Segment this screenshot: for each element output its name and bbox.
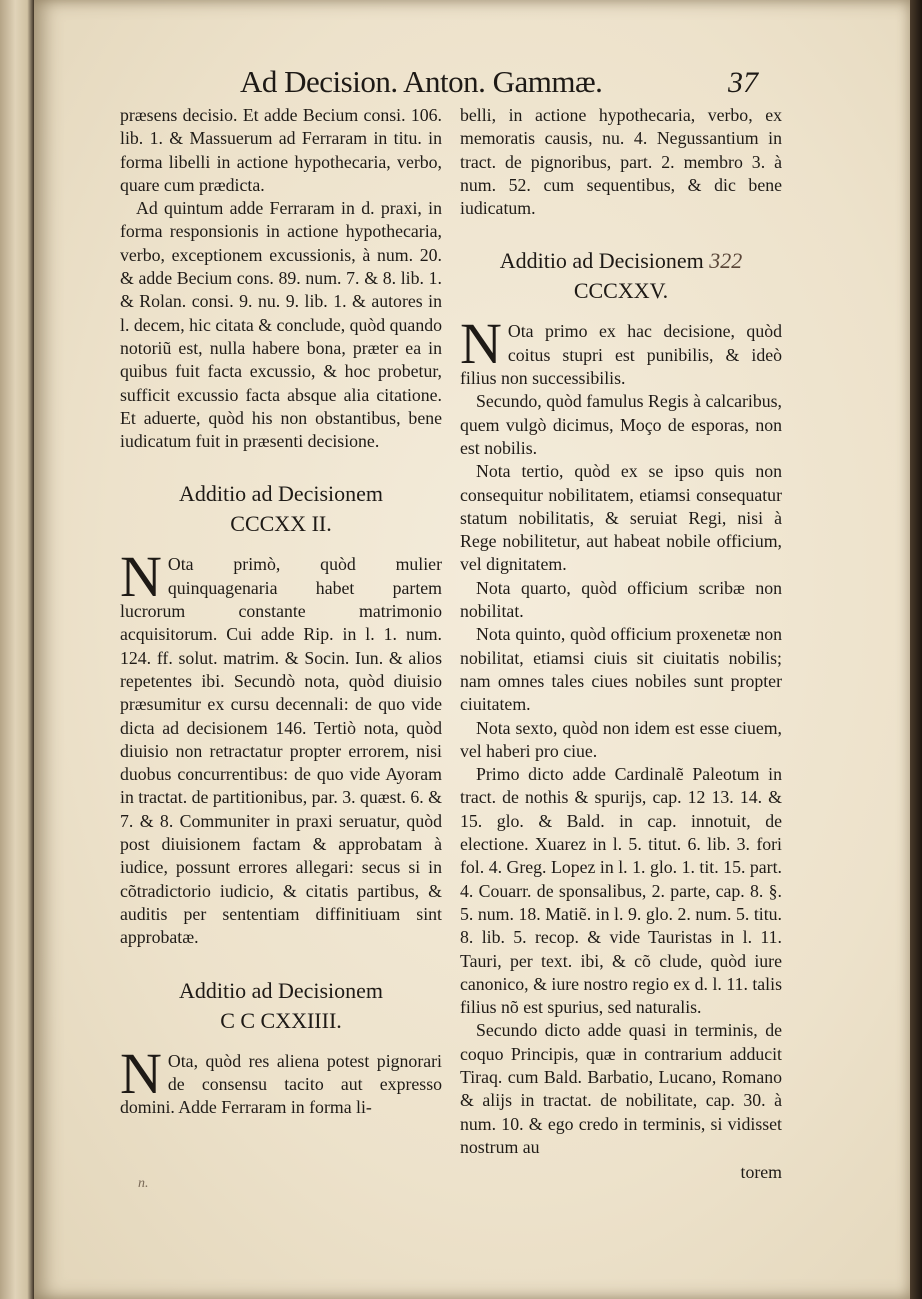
paragraph-sexto: Nota sexto, quòd non idem est esse ciuem, vel haberi pro ciue. bbox=[460, 717, 782, 761]
paragraph-secundo: Secundo, quòd famulus Regis à calcaribus, quem vulgò dicimus, Moço de esporas, non est nobilis. bbox=[460, 391, 782, 458]
paragraph-secundo-dicto: Secundo dicto adde quasi in terminis, de coquo Principis, quæ in contrarium adducit Tiraq. cum Bald. Barbatio, Lucano, Romano & alijs in tractat. de nobilitate, cap. 30. à num. 10. & ego credo in terminis, si vidisset nostrum au bbox=[460, 1020, 782, 1157]
signature-mark: n. bbox=[138, 1176, 149, 1191]
handwritten-note: 322 bbox=[709, 248, 743, 274]
paragraph-text: Ota primò, quòd mulier quinquagenaria habet partem lucrorum constante matrimonio acquisitorum. Cui adde Rip. in l. 1. num. 124. ff. solut. matrim. & Socin. Iun. & alios repetentes ibi. Secundò nota, quòd diuisio præsumitur ex cursu decennali: de quo vide dicta ad decisionem 146. Tertiò nota, quòd diuisio non retractatur propter errorem, nisi duobus concurrentibus: de quo vide Ayoram in tractat. de partitionibus, par. 3. quæst. 6. & 7. & 8. Communiter in praxi seruatur, quòd post diuisionem factam & approbatam à iudice, possunt errores allegari: secus si in cõtradictorio iudicio, & citatis partibus, & auditis per sententiam diffinitiuam sint approbatæ. bbox=[120, 554, 442, 948]
section-heading-numeral: CCCXX II. bbox=[230, 511, 332, 537]
paragraph-primo-dicto: Primo dicto adde Cardinalẽ Paleotum in tract. de nothis & spurijs, cap. 12 13. 14. & 15. glo. & Bald. in cap. innotuit, de electione. Xuarez in l. 5. titut. 6. lib. 3. fori fol. 4. Greg. Lopez in l. 1. glo. 1. tit. 15. part. 4. Couarr. de sponsalibus, 2. parte, cap. 8. §. 5. num. 18. Matiẽ. in l. 9. glo. 2. num. 5. titu. 8. lib. 5. recop. & vide Tauristas in l. 11. Tauri, per text. ibi, & cõ clude, quòd iure canonico, & iure nostro regio ex d. l. 11. talis filius nõ est spurius, sed naturalis. bbox=[460, 764, 782, 1018]
paragraph-cccxxii bbox=[120, 544, 442, 949]
left-column bbox=[120, 104, 442, 1119]
section-heading-line: Additio ad Decisionem bbox=[178, 481, 384, 507]
running-head: Ad Decision. Anton. Gammæ. bbox=[240, 64, 603, 99]
section-heading-numeral: C C CXXIIII. bbox=[220, 1007, 342, 1033]
paragraph-quinto: Nota quinto, quòd officium proxenetæ non nobilitat, etiamsi ciuis sit ciuitatis nobilis; nam omnes tales ciues nobiles sunt propter ciuitatem. bbox=[460, 624, 782, 715]
paragraph-ad-quintum: Ad quintum adde Ferraram in d. praxi, in forma responsionis in actione hypothecaria, verbo, exceptionem excussionis, à num. 20. & adde Becium cons. 89. num. 7. & 8. lib. 1. & Rolan. consi. 9. nu. 9. lib. 1. & autores in l. decem, hic citata & conclude, quòd quando notoriũ est, nulla habere bona, præter ea in quibus fuit facta excussio, & hoc probetur, sufficit excussio facta absque alia citatione. Et aduerte, quòd his non obstantibus, bene iudicatum fuit in præsenti decisione. bbox=[120, 198, 442, 452]
section-heading-cccxxv bbox=[460, 246, 782, 306]
paragraph-continuation: belli, in actione hypothecaria, verbo, ex memoratis causis, nu. 4. Negussantium in tract. de pignoribus, part. 2. membro 3. à num. 52. cum sequentibus, & dic bene iudicatum. bbox=[460, 105, 782, 219]
section-heading-cccxxiiii bbox=[120, 976, 442, 1036]
page-right-edge bbox=[910, 0, 922, 1299]
page-number: 37 bbox=[728, 66, 758, 99]
section-heading-line: Additio ad Decisionem 322 bbox=[499, 248, 743, 274]
paragraph-cccxxiiii bbox=[120, 1040, 442, 1120]
drop-initial: N bbox=[120, 1040, 162, 1106]
paragraph-text: Ota, quòd res aliena potest pignorari de consensu tacito aut expresso domini. Adde Ferraram in forma li- bbox=[120, 1050, 442, 1118]
paragraph-tertio: Nota tertio, quòd ex se ipso quis non consequitur nobilitatem, etiamsi consequatur statum nobilitatis, & seruiat Regi, nisi à Rege nobilitetur, aut habeat nobile officium, vel dignitatem. bbox=[460, 461, 782, 575]
drop-initial: N bbox=[460, 311, 502, 377]
section-heading-line: Additio ad Decisionem bbox=[178, 977, 384, 1003]
paragraph-nota-primo bbox=[460, 311, 782, 390]
section-heading-numeral: CCCXXV. bbox=[573, 278, 669, 304]
catchword: torem bbox=[740, 1162, 782, 1183]
drop-initial: N bbox=[120, 544, 162, 610]
right-column bbox=[460, 104, 782, 1184]
paragraph-quarto: Nota quarto, quòd officium scribæ non nobilitat. bbox=[460, 577, 782, 622]
page-binding-edge bbox=[0, 0, 34, 1299]
section-heading-cccxxii bbox=[120, 479, 442, 539]
paragraph-continuation: præsens decisio. Et adde Becium consi. 106. lib. 1. & Massuerum ad Ferraram in titu. in forma libelli in actione hypothecaria, verbo, quare cum prædicta. bbox=[120, 105, 442, 195]
paragraph-text: Ota primo ex hac decisione, quòd coitus stupri est punibilis, & ideò filius non successibilis. bbox=[460, 321, 782, 389]
